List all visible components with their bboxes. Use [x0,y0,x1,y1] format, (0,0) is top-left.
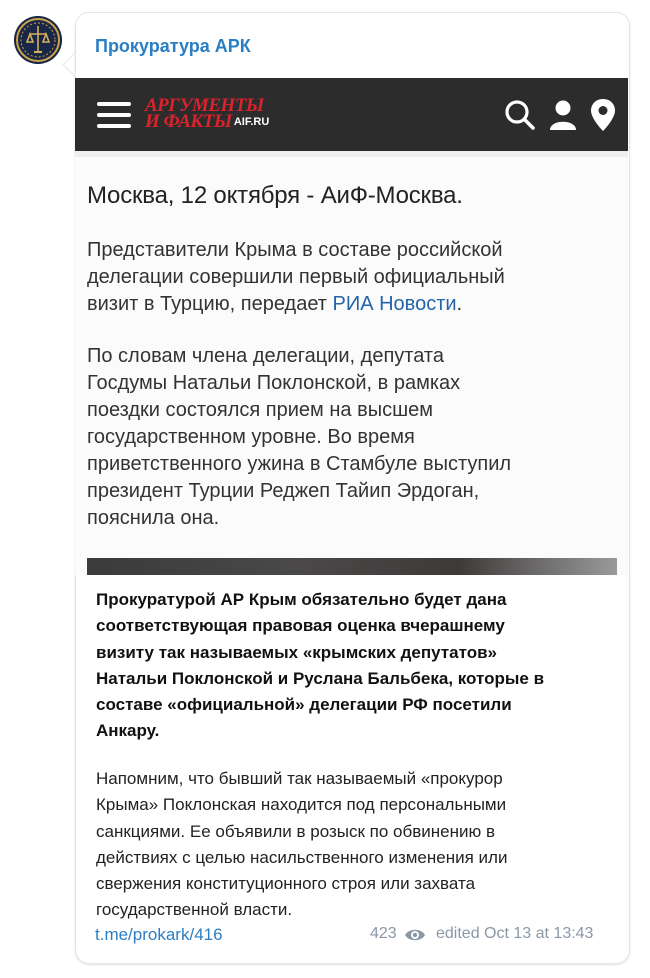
post-link[interactable]: t.me/prokark/416 [95,925,223,944]
site-header [75,78,628,151]
views-count: 423 [370,925,397,942]
logo-line1: АРГУМЕНТЫ [145,95,264,116]
channel-avatar[interactable] [14,16,62,64]
edited-timestamp [436,925,593,943]
channel-name[interactable]: Прокуратура АРК [95,36,251,56]
ria-novosti-link[interactable]: РИА Новости [332,293,457,315]
post-date: Oct 13 at 13:43 [484,925,594,942]
article-headline: Москва, 12 октября - АиФ-Москва. [87,182,463,209]
paragraph-1-end: . [456,293,463,315]
article-paragraph-1 [87,237,627,318]
message-text: Напомним, что бывший так называемый «прокурор Крыма» Поклонская находится под персональными санкциями. Ее объявили в розыск по обвинению в действиях с целью насильственного изменения или свержения конституционного строя или захвата государственной власти. [96,769,508,920]
aif-logo [145,97,269,131]
search-icon [504,99,536,131]
logo-line2: И ФАКТЫ [145,111,232,132]
article-paragraph-2: По словам члена делегации, депутата Госдумы Натальи Поклонской, в рамках поездки состоялся прием на высшем государственном уровне. Во время приветственного ужина в Стамбуле выступил президент Турции Реджеп Тайип Эрдоган, пояснила она. [87,345,512,529]
edited-label: edited [436,925,480,942]
message-bold-text: Прокуратурой АР Крым обязательно будет дана соответствующая правовая оценка вчерашнему визиту так называемых «крымских депутатов» Натальи Поклонской и Руслана Бальбека, которые в составе «официальной» делегации РФ посетили Анкару. [96,590,545,741]
article-photo [87,558,617,575]
eye-icon [404,927,426,943]
logo-domain: AIF.RU [233,116,270,128]
menu-icon [97,102,131,128]
header-divider [75,151,628,157]
paragraph-1-text: Представители Крыма в составе российской делегации совершили первый официальный визит в Турцию, передает [87,239,505,315]
user-icon [548,99,578,131]
location-pin-icon [590,98,616,132]
article-screenshot[interactable] [75,78,628,575]
emblem-icon [14,16,62,64]
